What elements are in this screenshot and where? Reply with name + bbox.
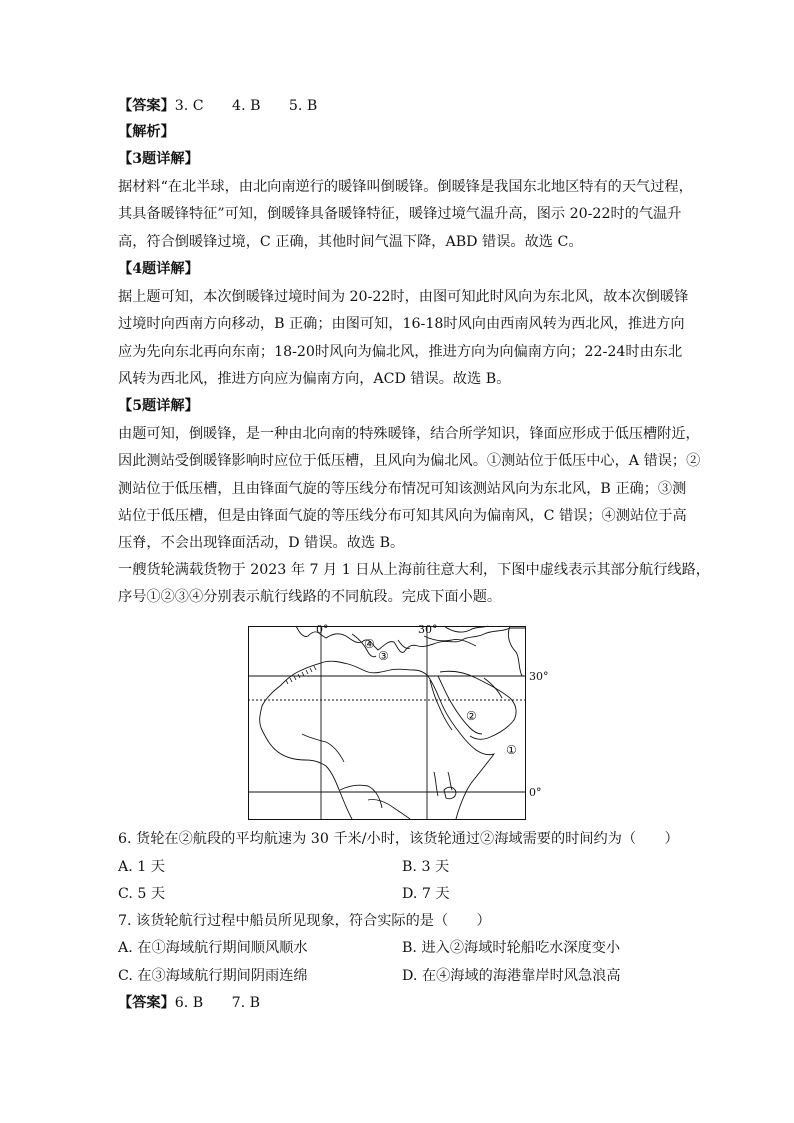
q5-line: 由题可知，倒暖锋，是一种由北向南的特殊暖锋，结合所学知识，锋面应形成于低压槽附近，: [118, 426, 700, 442]
answer-line-2: [118, 993, 678, 1013]
africa-east-coast: [428, 676, 494, 819]
segment-marker-4: ④: [364, 637, 375, 651]
q5-heading: 【5题详解】: [118, 398, 199, 414]
niger-river: [302, 734, 344, 762]
stem-line: 一艘货轮满载货物于 2023 年 7 月 1 日从上海前往意大利，下图中虚线表示其部分航行线路，: [118, 562, 710, 578]
lon-label-30: 30°: [418, 623, 438, 636]
route-map: [248, 622, 549, 820]
africa-north-coast: [280, 661, 428, 686]
gulf-guinea: [340, 785, 382, 808]
q6-option-d[interactable]: D. 7 天: [402, 886, 450, 902]
q5-line: 站位于低压槽，但是由锋面气旋的等压线分布可知其风向为偏南风，C 错误；④测站位于高: [118, 508, 687, 524]
q6-option-a[interactable]: A. 1 天: [118, 859, 165, 875]
q7-option-a[interactable]: A. 在①海域航行期间顺风顺水: [118, 940, 308, 956]
q3-line: 其具备暖锋特征”可知，倒暖锋具备暖锋特征，暖锋过境气温升高，图示 20-22时的气温升: [118, 206, 682, 222]
q6-option-b[interactable]: B. 3 天: [402, 859, 450, 875]
red-sea-east: [438, 676, 482, 734]
q7-option-b[interactable]: B. 进入②海域时轮船吃水深度变小: [402, 940, 621, 956]
answer-line-1: [118, 96, 678, 116]
congo-river: [368, 799, 410, 819]
q5-line: 因此测站受倒暖锋影响时应位于低压槽，且风向为偏北风。①测站位于低压中心，A 错误；②: [118, 453, 701, 469]
answer-tag: 【答案】: [118, 995, 175, 1011]
q6-question: 6. 货轮在②航段的平均航速为 30 千米/小时，该货轮通过②海域需要的时间约为（ ）: [118, 831, 679, 847]
caspian: [508, 626, 522, 676]
persian-gulf: [484, 678, 502, 698]
q4-line: 应为先向东北再向东南；18-20时风向为偏北风，推进方向为向偏南方向；22-24时由东北: [118, 344, 683, 360]
q4-heading: 【4题详解】: [118, 261, 199, 277]
segment-marker-3: ③: [378, 649, 389, 663]
q3-heading: 【3题详解】: [118, 151, 199, 167]
mountain-hatch: [286, 666, 316, 684]
analysis-heading: 【解析】: [118, 124, 175, 140]
q4-line: 过境时向西南方向移动，B 正确；由图可知，16-18时风向由西南风转为西北风，推进方向: [118, 316, 685, 332]
q4-line: 风转为西北风，推进方向应为偏南方向，ACD 错误。故选 B。: [118, 371, 511, 387]
lon-label-0: 0°: [316, 623, 329, 636]
europe-coast: [296, 626, 526, 652]
lat-label-30: 30°: [529, 670, 549, 683]
q5-line: 压脊，不会出现锋面活动，D 错误。故选 B。: [118, 535, 405, 551]
q7-question: 7. 该货轮航行过程中船员所见现象，符合实际的是（ ）: [118, 913, 491, 929]
q5-line: 测站位于低压槽，且由锋面气旋的等压线分布情况可知该测站风向为东北风，B 正确；③测: [118, 481, 687, 497]
lat-label-0: 0°: [529, 786, 542, 799]
q6-option-c[interactable]: C. 5 天: [118, 886, 166, 902]
stem-line: 序号①②③④分别表示航行线路的不同航段。完成下面小题。: [118, 589, 502, 605]
q7-option-d[interactable]: D. 在④海域的海港靠岸时风急浪高: [402, 968, 621, 984]
segment-marker-1: ①: [506, 743, 517, 757]
q7-option-c[interactable]: C. 在③海域航行期间阴雨连绵: [118, 968, 308, 984]
answer-values: 6. B 7. B: [174, 995, 261, 1011]
answer-values: 3. C 4. B 5. B: [174, 98, 318, 114]
segment-marker-2: ②: [466, 709, 477, 723]
red-sea-west: [430, 680, 452, 730]
q3-line: 据材料“在北半球，由北向南逆行的暖锋叫倒暖锋。倒暖锋是我国东北地区特有的天气过程，: [118, 179, 693, 195]
answer-tag: 【答案】: [118, 98, 175, 114]
lake-victoria: [444, 787, 456, 799]
q4-line: 据上题可知，本次倒暖锋过境时间为 20-22时，由图可知此时风向为东北风，故本次倒暖锋: [118, 289, 689, 305]
q3-line: 高，符合倒暖锋过境，C 正确，其他时间气温下降，ABD 错误。故选 C。: [118, 234, 583, 250]
